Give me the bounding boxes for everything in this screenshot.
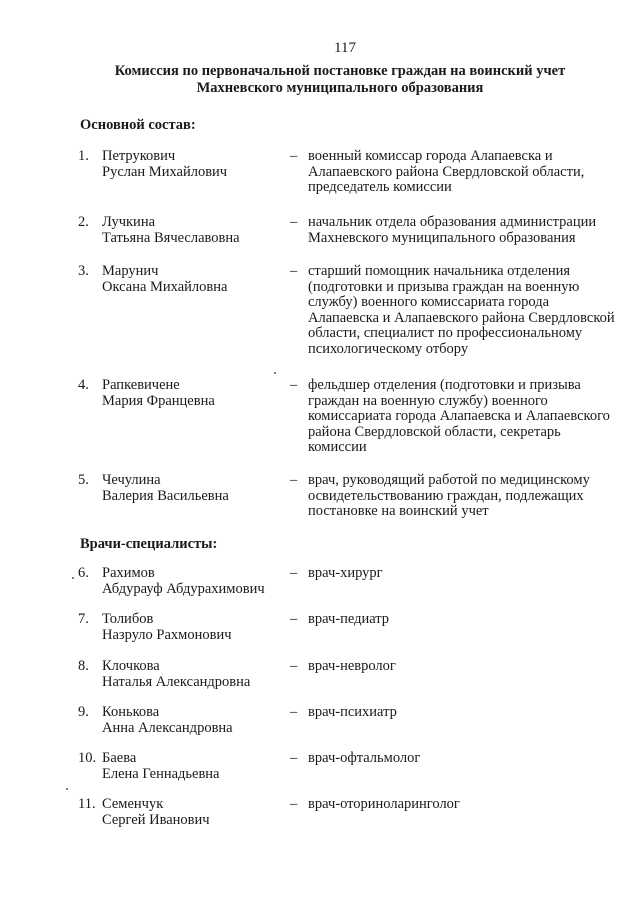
- member-given-name: Назруло Рахмонович: [102, 626, 232, 643]
- member-number: 2.: [78, 214, 89, 230]
- member-role: врач-психиатр: [308, 704, 397, 720]
- member-given-name: Сергей Иванович: [102, 811, 210, 828]
- member-name: [102, 378, 292, 409]
- member-dash: –: [290, 214, 298, 230]
- member-name: [102, 264, 292, 295]
- member-surname: Толибов: [102, 611, 154, 627]
- member-given-name: Наталья Александровна: [102, 673, 251, 690]
- member-dash: –: [290, 704, 298, 720]
- scan-speck: [274, 372, 276, 374]
- page-number: 117: [334, 40, 356, 56]
- member-given-name: Татьяна Вячеславовна: [102, 229, 240, 246]
- member-surname: Лучкина: [102, 214, 156, 230]
- title-line-2: Махневского муниципального образования: [196, 80, 484, 96]
- member-name: [102, 612, 292, 643]
- member-role: врач-невролог: [308, 658, 396, 674]
- member-surname: Рапкевичене: [102, 377, 180, 393]
- member-dash: –: [290, 472, 298, 488]
- member-given-name: Елена Геннадьевна: [102, 765, 220, 782]
- member-surname: Марунич: [102, 263, 159, 279]
- section-heading-main: Основной состав:: [80, 117, 196, 133]
- member-number: 7.: [78, 611, 89, 627]
- member-dash: –: [290, 658, 298, 674]
- member-role: врач-педиатр: [308, 611, 390, 627]
- member-number: 10.: [78, 750, 97, 766]
- member-number: 9.: [78, 704, 89, 720]
- scan-speck: [72, 577, 74, 579]
- member-role: врач-офтальмолог: [308, 750, 421, 766]
- member-number: 6.: [78, 565, 89, 581]
- member-given-name: Анна Александровна: [102, 719, 233, 736]
- member-surname: Рахимов: [102, 565, 155, 581]
- member-role: начальник отдела образования администрации Махневского муниципального образования: [308, 214, 597, 246]
- member-given-name: Валерия Васильевна: [102, 487, 229, 504]
- member-role: врач, руководящий работой по медицинскому освидетельствованию граждан, подлежащих постановке на воинский учет: [308, 472, 590, 520]
- member-dash: –: [290, 611, 298, 627]
- member-role: фельдшер отделения (подготовки и призыва граждан на военную службу) военного комиссариата города Алапаевска и Алапаевского района Свердловской области, секретарь комиссии: [308, 377, 610, 456]
- member-surname: Семенчук: [102, 796, 164, 812]
- member-given-name: Абдурауф Абдурахимович: [102, 580, 265, 597]
- member-dash: –: [290, 377, 298, 393]
- document-title: [70, 63, 610, 97]
- member-name: [102, 149, 292, 180]
- member-name: [102, 473, 292, 504]
- member-number: 11.: [78, 796, 96, 812]
- member-name: [102, 705, 292, 736]
- member-name: [102, 751, 292, 782]
- scan-speck: [66, 788, 68, 790]
- member-role: военный комиссар города Алапаевска и Алапаевского района Свердловской области, председатель комиссии: [308, 148, 585, 196]
- member-number: 1.: [78, 148, 89, 164]
- section-heading-doctors: Врачи-специалисты:: [80, 536, 218, 552]
- member-dash: –: [290, 148, 298, 164]
- member-name: [102, 797, 292, 828]
- member-dash: –: [290, 263, 298, 279]
- member-number: 5.: [78, 472, 89, 488]
- member-number: 3.: [78, 263, 89, 279]
- member-surname: Конькова: [102, 704, 160, 720]
- member-given-name: Оксана Михайловна: [102, 278, 228, 295]
- member-name: [102, 215, 292, 246]
- member-given-name: Мария Францевна: [102, 392, 215, 409]
- title-line-1: Комиссия по первоначальной постановке граждан на воинский учет: [114, 63, 566, 79]
- member-role: старший помощник начальника отделения (подготовки и призыва граждан на военную службу) военного комиссариата города Алапаевска и Алапаевского района Свердловской области, специалист по профессиональному психологическому отбору: [308, 263, 615, 357]
- member-surname: Чечулина: [102, 472, 161, 488]
- member-dash: –: [290, 565, 298, 581]
- member-dash: –: [290, 750, 298, 766]
- member-dash: –: [290, 796, 298, 812]
- member-name: [102, 659, 292, 690]
- member-number: 8.: [78, 658, 89, 674]
- member-role: врач-оториноларинголог: [308, 796, 460, 812]
- member-surname: Баева: [102, 750, 137, 766]
- member-given-name: Руслан Михайлович: [102, 163, 228, 180]
- member-number: 4.: [78, 377, 89, 393]
- member-surname: Клочкова: [102, 658, 160, 674]
- member-surname: Петрукович: [102, 148, 176, 164]
- member-name: [102, 566, 292, 597]
- member-role: врач-хирург: [308, 565, 383, 581]
